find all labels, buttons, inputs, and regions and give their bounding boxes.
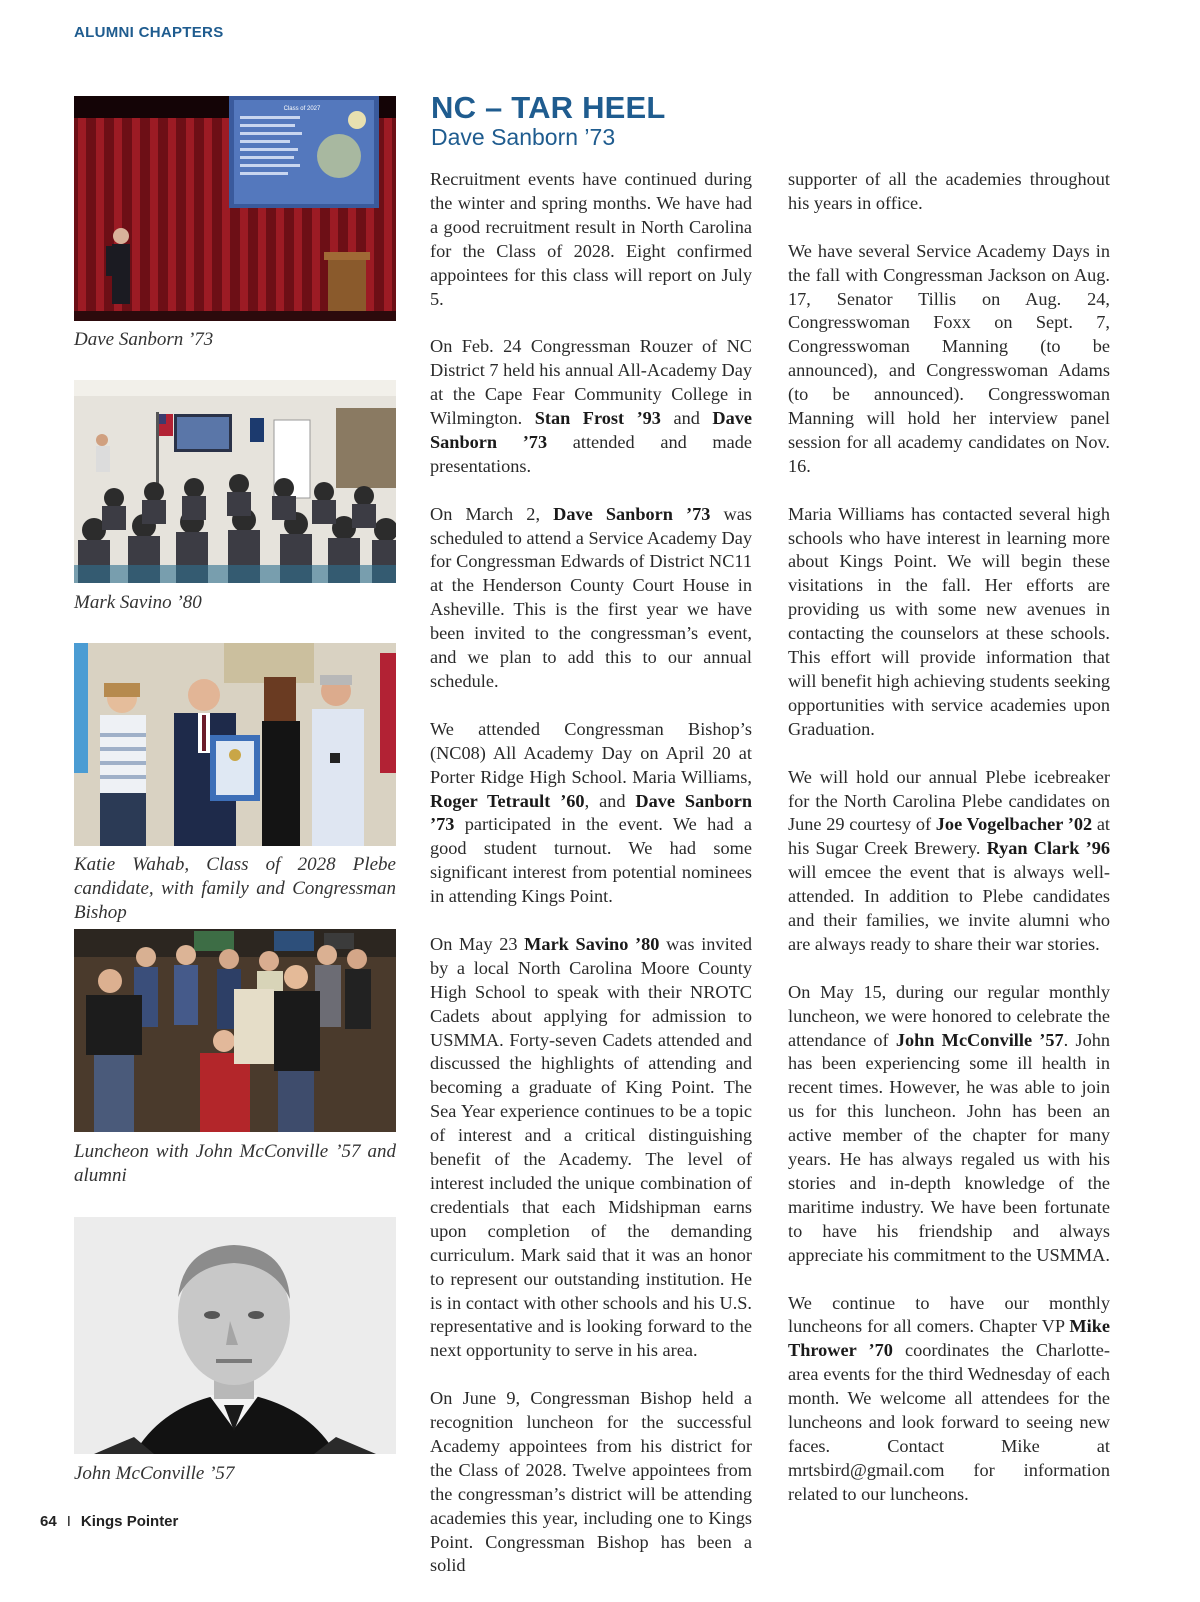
col2-paragraph-2: We have several Service Academy Days in the fall with Congressman Jackson on Aug. 17, Senator Tillis on Aug. 24, Congresswoman Foxx on Sept. 7, Congresswoman Manning (to be announced), and Congresswoman Adams (to be announced). Congresswoman Manning will hold her interview panel session for all academy candidates on Nov. 16. — [788, 240, 1110, 476]
article-byline: Dave Sanborn ’73 — [431, 124, 616, 150]
col1-paragraph-5: On May 23 Mark Savino ’80 was invited by a local North Carolina Moore County High School to speak with their NROTC Cadets about applying for admission to USMMA. Forty-seven Cadets attended and discussed the highlights of attending and becoming a graduate of King Point. The Sea Year experience continues to be a topic of interest and a critical distinguishing benefit of the Academy. The level of interest included the unique combination of credentials that each Midshipman earns upon completion of the demanding curriculum. Mark said that it was an honor to represent our outstanding institution. He is in contact with other schools and his U.S. representative and is looking forward to the next opportunity to serve in his area. — [430, 933, 752, 1361]
col2-paragraph-6: We continue to have our monthly luncheons for all comers. Chapter VP Mike Thrower ’70 coordinates the Charlotte-area events for the third Wednesday of each month. We welcome all attendees for the luncheons and look forward to seeing new faces. Contact Mike at mrtsbird@gmail.com for information related to our luncheons. — [788, 1292, 1110, 1504]
col1-paragraph-1: Recruitment events have continued during the winter and spring months. We have had a good recruitment result in North Carolina for the Class of 2028. Eight confirmed appointees for this class will report on July 5. — [430, 169, 752, 309]
caption-photo-4: Luncheon with John McConville ’57 and alumni — [74, 1141, 396, 1186]
photo-stage-presentation — [74, 96, 396, 321]
col2-paragraph-5: On May 15, during our regular monthly luncheon, we were honored to celebrate the attendance of John McConville ’57. John has been experiencing some ill health in recent times. However, he was able to join us for this luncheon. John has been an active member of the chapter for many years. He has always regaled us with his stories and in-depth knowledge of the maritime industry. We have been fortunate to have his friendship and always appreciate his commitment to the USMMA. — [788, 981, 1110, 1265]
caption-photo-5: John McConville ’57 — [74, 1463, 235, 1484]
col2-paragraph-3: Maria Williams has contacted several high schools who have interest in learning more about Kings Point. We will begin these visitations in the fall. Her efforts are providing us with some new avenues in contacting the counselors at these schools. This effort will provide information that will benefit high achieving students seeking opportunities with service academies upon Graduation. — [788, 503, 1110, 739]
page-number: 64 — [40, 1513, 57, 1530]
col1-paragraph-6: On June 9, Congressman Bishop held a recognition luncheon for the successful Academy appointees from his district for the Class of 2028. Twelve appointees from the congressman’s district will be attending academies this year, including one to Kings Point. Congressman Bishop has been a solid — [430, 1388, 752, 1576]
article-column-1 — [430, 168, 752, 1602]
publication-name: Kings Pointer — [80, 1513, 179, 1530]
caption-photo-3: Katie Wahab, Class of 2028 Plebe candidate, with family and Congressman Bishop — [74, 854, 396, 923]
col1-paragraph-3: On March 2, Dave Sanborn ’73 was scheduled to attend a Service Academy Day for Congressman Edwards of District NC11 at the Henderson County Court House in Asheville. This is the first year we have been invited to the congressman’s event, and we plan to add this to our annual schedule. — [430, 503, 752, 691]
article-title: NC – TAR HEEL — [431, 90, 666, 125]
page-footer — [40, 1513, 178, 1530]
svg-text:Class of 2027: Class of 2027 — [283, 106, 321, 112]
col2-paragraph-1: supporter of all the academies throughout his years in office. — [788, 169, 1110, 213]
col1-paragraph-4: We attended Congressman Bishop’s (NC08) All Academy Day on April 20 at Porter Ridge High School. Maria Williams, Roger Tetrault ’60, and Dave Sanborn ’73 participated in the event. We had a good student turnout. We had some significant interest from potential nominees in attending Kings Point. — [430, 718, 752, 907]
col1-paragraph-2: On Feb. 24 Congressman Rouzer of NC District 7 held his annual All-Academy Day at the Cape Fear Community College in Wilmington. Stan Frost ’93 and Dave Sanborn ’73 attended and made presentations. — [430, 336, 752, 476]
photo-certificate-group — [74, 643, 396, 846]
photo-portrait — [74, 1217, 396, 1454]
col2-paragraph-4: We will hold our annual Plebe icebreaker for the North Carolina Plebe candidates on June 29 courtesy of Joe Vogelbacher ’02 at his Sugar Creek Brewery. Ryan Clark ’96 will emcee the event that is always well-attended. In addition to Plebe candidates and their families, we invite alumni who are always ready to share their war stories. — [788, 766, 1111, 954]
caption-photo-1: Dave Sanborn ’73 — [74, 329, 214, 350]
caption-photo-2: Mark Savino ’80 — [74, 592, 202, 613]
article-column-2 — [788, 168, 1110, 1531]
footer-separator: I — [66, 1513, 71, 1530]
photo-classroom — [74, 380, 396, 583]
photo-luncheon-group — [74, 929, 396, 1132]
section-tag: ALUMNI CHAPTERS — [74, 24, 224, 41]
